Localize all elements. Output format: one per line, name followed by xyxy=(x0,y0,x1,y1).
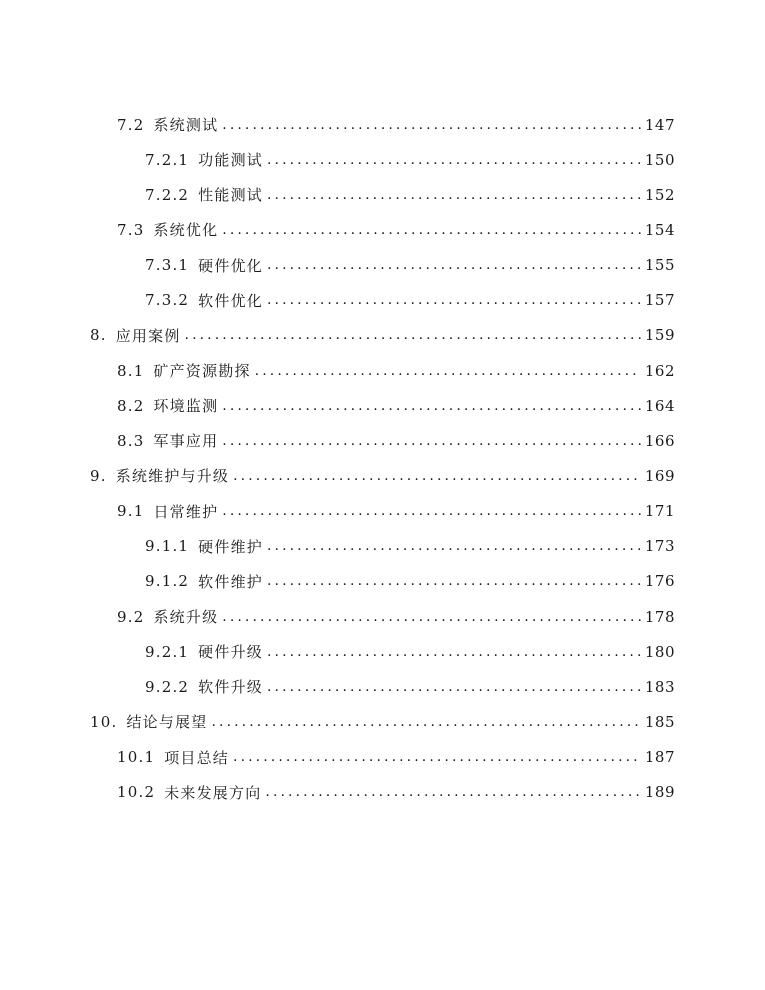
dot-leader xyxy=(222,503,641,519)
toc-entry-number: 8.3 xyxy=(117,431,145,450)
toc-entry-page-number: 173 xyxy=(644,537,675,556)
toc-entry-title: 硬件升级 xyxy=(198,643,263,662)
toc-entry-page-number: 162 xyxy=(644,361,675,380)
toc-entry[interactable] xyxy=(0,283,765,318)
dot-leader xyxy=(265,784,640,800)
dot-leader xyxy=(222,222,641,238)
toc-entry-title: 环境监测 xyxy=(153,397,219,416)
toc-entry-page-number: 187 xyxy=(644,748,675,767)
toc-entry-number: 9.2.2 xyxy=(145,677,190,696)
dot-leader xyxy=(267,644,641,660)
toc-entry[interactable] xyxy=(0,494,765,529)
toc-entry[interactable] xyxy=(0,599,765,634)
toc-entry-title: 硬件优化 xyxy=(198,256,263,275)
toc-entry-number: 8.2 xyxy=(117,396,145,415)
toc-entry-page-number: 178 xyxy=(644,607,675,626)
toc-entry-number: 10.1 xyxy=(117,748,156,767)
toc-entry-page-number: 185 xyxy=(644,712,675,731)
toc-entry-title: 应用案例 xyxy=(115,326,181,345)
toc-entry-number: 7.2 xyxy=(117,115,145,134)
dot-leader xyxy=(233,749,641,765)
toc-entry[interactable] xyxy=(0,458,765,493)
dot-leader xyxy=(185,327,641,343)
toc-entry-number: 9.2.1 xyxy=(145,642,190,661)
toc-entry-title: 硬件维护 xyxy=(198,537,263,556)
toc-entry-title: 未来发展方向 xyxy=(164,783,262,802)
toc-entry[interactable] xyxy=(0,353,765,388)
toc-entry[interactable] xyxy=(0,529,765,564)
toc-entry-title: 性能测试 xyxy=(198,186,263,205)
toc-entry-number: 10. xyxy=(90,712,118,731)
toc-entry-title: 日常维护 xyxy=(153,502,219,521)
toc-entry-title: 系统升级 xyxy=(153,608,219,627)
toc-entry[interactable] xyxy=(0,318,765,353)
toc-entry-number: 8.1 xyxy=(117,361,145,380)
toc-entry-page-number: 157 xyxy=(644,291,675,310)
toc-entry-number: 10.2 xyxy=(117,783,156,802)
toc-entry-number: 9.1 xyxy=(117,502,145,521)
dot-leader xyxy=(233,468,641,484)
toc-entry-title: 系统优化 xyxy=(153,221,219,240)
toc-entry-title: 软件升级 xyxy=(198,678,263,697)
dot-leader xyxy=(222,117,641,133)
toc-entry-page-number: 189 xyxy=(644,783,675,802)
toc-entry[interactable] xyxy=(0,423,765,458)
toc-entry-page-number: 180 xyxy=(644,642,675,661)
dot-leader xyxy=(222,433,641,449)
toc-entry-number: 9.1.1 xyxy=(145,537,190,556)
toc-entry[interactable] xyxy=(0,669,765,704)
toc-entry-number: 9.1.2 xyxy=(145,572,190,591)
toc-entry-title: 项目总结 xyxy=(164,748,230,767)
toc-entry-number: 7.2.1 xyxy=(145,150,190,169)
toc-entry-number: 7.2.2 xyxy=(145,185,190,204)
toc-entry-number: 7.3.1 xyxy=(145,256,190,275)
toc-entry-page-number: 166 xyxy=(644,431,675,450)
toc-entry-title: 军事应用 xyxy=(153,432,219,451)
dot-leader xyxy=(267,187,641,203)
toc-entry-title: 系统维护与升级 xyxy=(115,467,230,486)
toc-entry-title: 结论与展望 xyxy=(126,713,208,732)
toc-entry-page-number: 176 xyxy=(644,572,675,591)
dot-leader xyxy=(255,363,641,379)
toc-entry-page-number: 147 xyxy=(644,115,675,134)
toc-entry-title: 软件维护 xyxy=(198,572,263,591)
dot-leader xyxy=(222,398,641,414)
toc-entry-title: 矿产资源勘探 xyxy=(153,362,251,381)
dot-leader xyxy=(267,152,641,168)
dot-leader xyxy=(222,609,641,625)
toc-entry[interactable] xyxy=(0,634,765,669)
toc-entry-page-number: 171 xyxy=(644,502,675,521)
toc-entry[interactable] xyxy=(0,388,765,423)
toc-entry-title: 功能测试 xyxy=(198,151,263,170)
toc-entry-number: 9. xyxy=(90,466,107,485)
table-of-contents xyxy=(0,107,765,810)
toc-entry[interactable] xyxy=(0,740,765,775)
dot-leader xyxy=(267,257,641,273)
toc-entry-number: 7.3.2 xyxy=(145,291,190,310)
toc-entry-title: 系统测试 xyxy=(153,116,219,135)
toc-entry-number: 9.2 xyxy=(117,607,145,626)
toc-entry-page-number: 152 xyxy=(644,185,675,204)
dot-leader xyxy=(267,573,641,589)
toc-entry-page-number: 183 xyxy=(644,677,675,696)
toc-entry-page-number: 155 xyxy=(644,256,675,275)
toc-entry-page-number: 154 xyxy=(644,220,675,239)
toc-entry-page-number: 164 xyxy=(644,396,675,415)
toc-entry[interactable] xyxy=(0,177,765,212)
toc-entry-page-number: 150 xyxy=(644,150,675,169)
toc-entry[interactable] xyxy=(0,212,765,247)
toc-entry[interactable] xyxy=(0,142,765,177)
dot-leader xyxy=(267,679,641,695)
dot-leader xyxy=(267,538,641,554)
toc-entry-page-number: 169 xyxy=(644,466,675,485)
toc-entry[interactable] xyxy=(0,248,765,283)
toc-entry[interactable] xyxy=(0,107,765,142)
toc-entry[interactable] xyxy=(0,775,765,810)
toc-entry-title: 软件优化 xyxy=(198,291,263,310)
dot-leader xyxy=(211,714,640,730)
toc-entry-number: 8. xyxy=(90,326,107,345)
toc-entry-number: 7.3 xyxy=(117,220,145,239)
toc-entry[interactable] xyxy=(0,564,765,599)
dot-leader xyxy=(267,292,641,308)
toc-entry[interactable] xyxy=(0,704,765,739)
toc-entry-page-number: 159 xyxy=(644,326,675,345)
